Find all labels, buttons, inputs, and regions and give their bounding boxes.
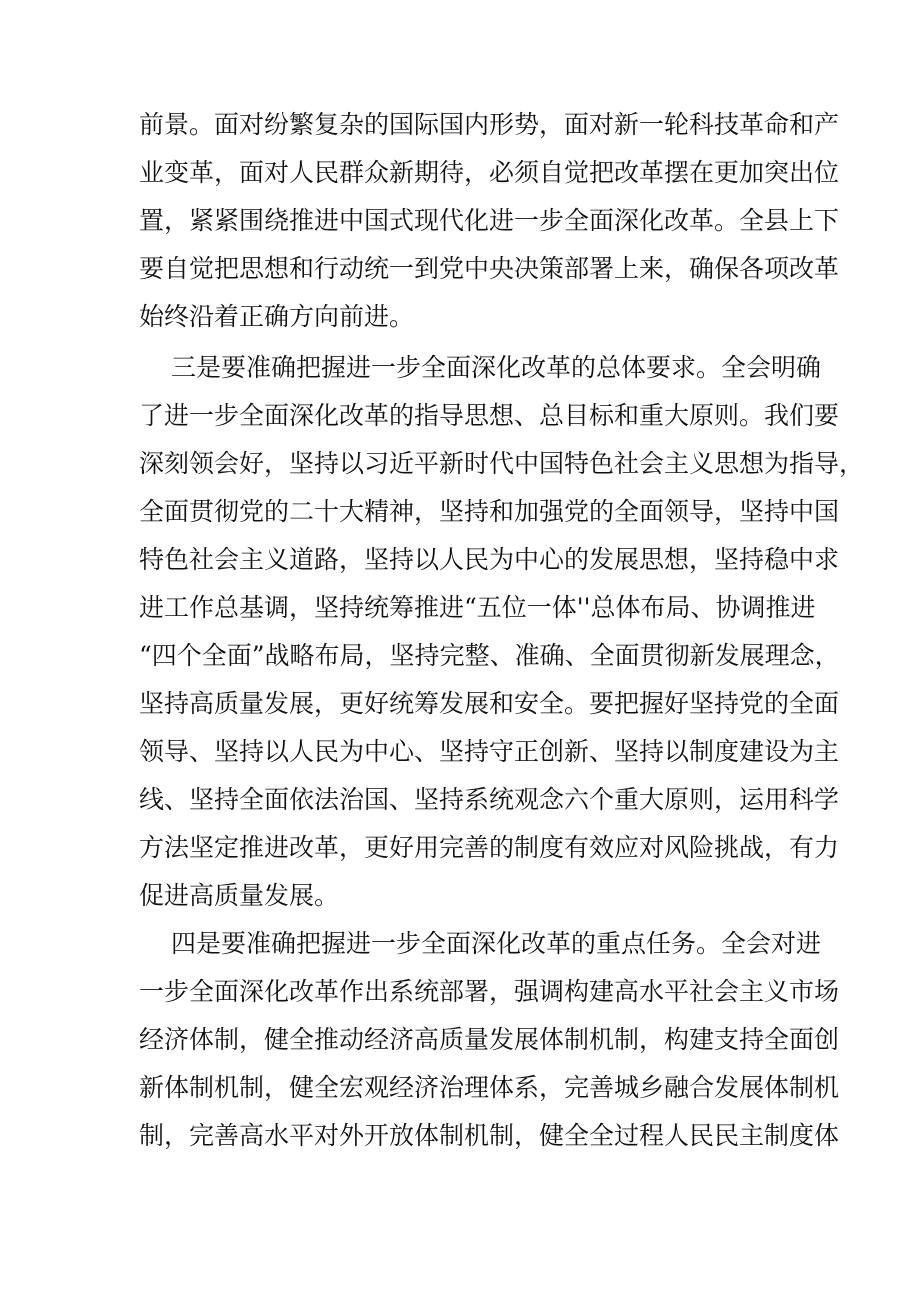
paragraph-line: 方法坚定推进改革，更好用完善的制度有效应对风险挑战，有力	[139, 833, 840, 862]
paragraph-line: 了进一步全面深化改革的指导思想、总目标和重大原则。我们要	[139, 401, 840, 430]
paragraph-line: 坚持高质量发展，更好统筹发展和安全。要把握好坚持党的全面	[139, 689, 840, 718]
paragraph-line: “四个全面”战略布局，坚持完整、准确、全面贯彻新发展理念，	[139, 641, 840, 670]
paragraph-line: 置，紧紧围绕推进中国式现代化进一步全面深化改革。全县上下	[139, 206, 840, 235]
paragraph-line: 前景。面对纷繁复杂的国际国内形势，面对新一轮科技革命和产	[139, 110, 840, 139]
paragraph-line: 线、坚持全面依法治国、坚持系统观念六个重大原则，运用科学	[139, 785, 840, 814]
paragraph-line: 四是要准确把握进一步全面深化改革的重点任务。全会对进	[171, 929, 822, 958]
paragraph-line: 全面贯彻党的二十大精神，坚持和加强党的全面领导，坚持中国	[139, 497, 840, 526]
paragraph-line: 新体制机制，健全宏观经济治理体系，完善城乡融合发展体制机	[139, 1073, 840, 1102]
paragraph-2	[139, 344, 865, 920]
paragraph-line: 三是要准确把握进一步全面深化改革的总体要求。全会明确	[171, 353, 822, 382]
paragraph-line: 深刻领会好，坚持以习近平新时代中国特色社会主义思想为指导，	[139, 449, 865, 478]
paragraph-line: 领导、坚持以人民为中心、坚持守正创新、坚持以制度建设为主	[139, 737, 840, 766]
paragraph-line: 一步全面深化改革作出系统部署，强调构建高水平社会主义市场	[139, 977, 840, 1006]
paragraph-line: 始终沿着正确方向前进。	[139, 302, 415, 331]
paragraph-line: 进工作总基调，坚持统筹推进“五位一体''总体布局、协调推进	[139, 593, 816, 622]
paragraph-line: 特色社会主义道路，坚持以人民为中心的发展思想，坚持稳中求	[139, 545, 840, 574]
paragraph-line: 制，完善高水平对外开放体制机制，健全全过程人民民主制度体	[139, 1121, 840, 1150]
paragraph-line: 经济体制，健全推动经济高质量发展体制机制，构建支持全面创	[139, 1025, 840, 1054]
paragraph-line: 促进高质量发展。	[139, 881, 340, 910]
paragraph-line: 业变革，面对人民群众新期待，必须自觉把改革摆在更加突出位	[139, 158, 840, 187]
paragraph-line: 要自觉把思想和行动统一到党中央决策部署上来，确保各项改革	[139, 254, 840, 283]
paragraph-3	[139, 920, 840, 1160]
paragraph-1	[139, 101, 840, 341]
